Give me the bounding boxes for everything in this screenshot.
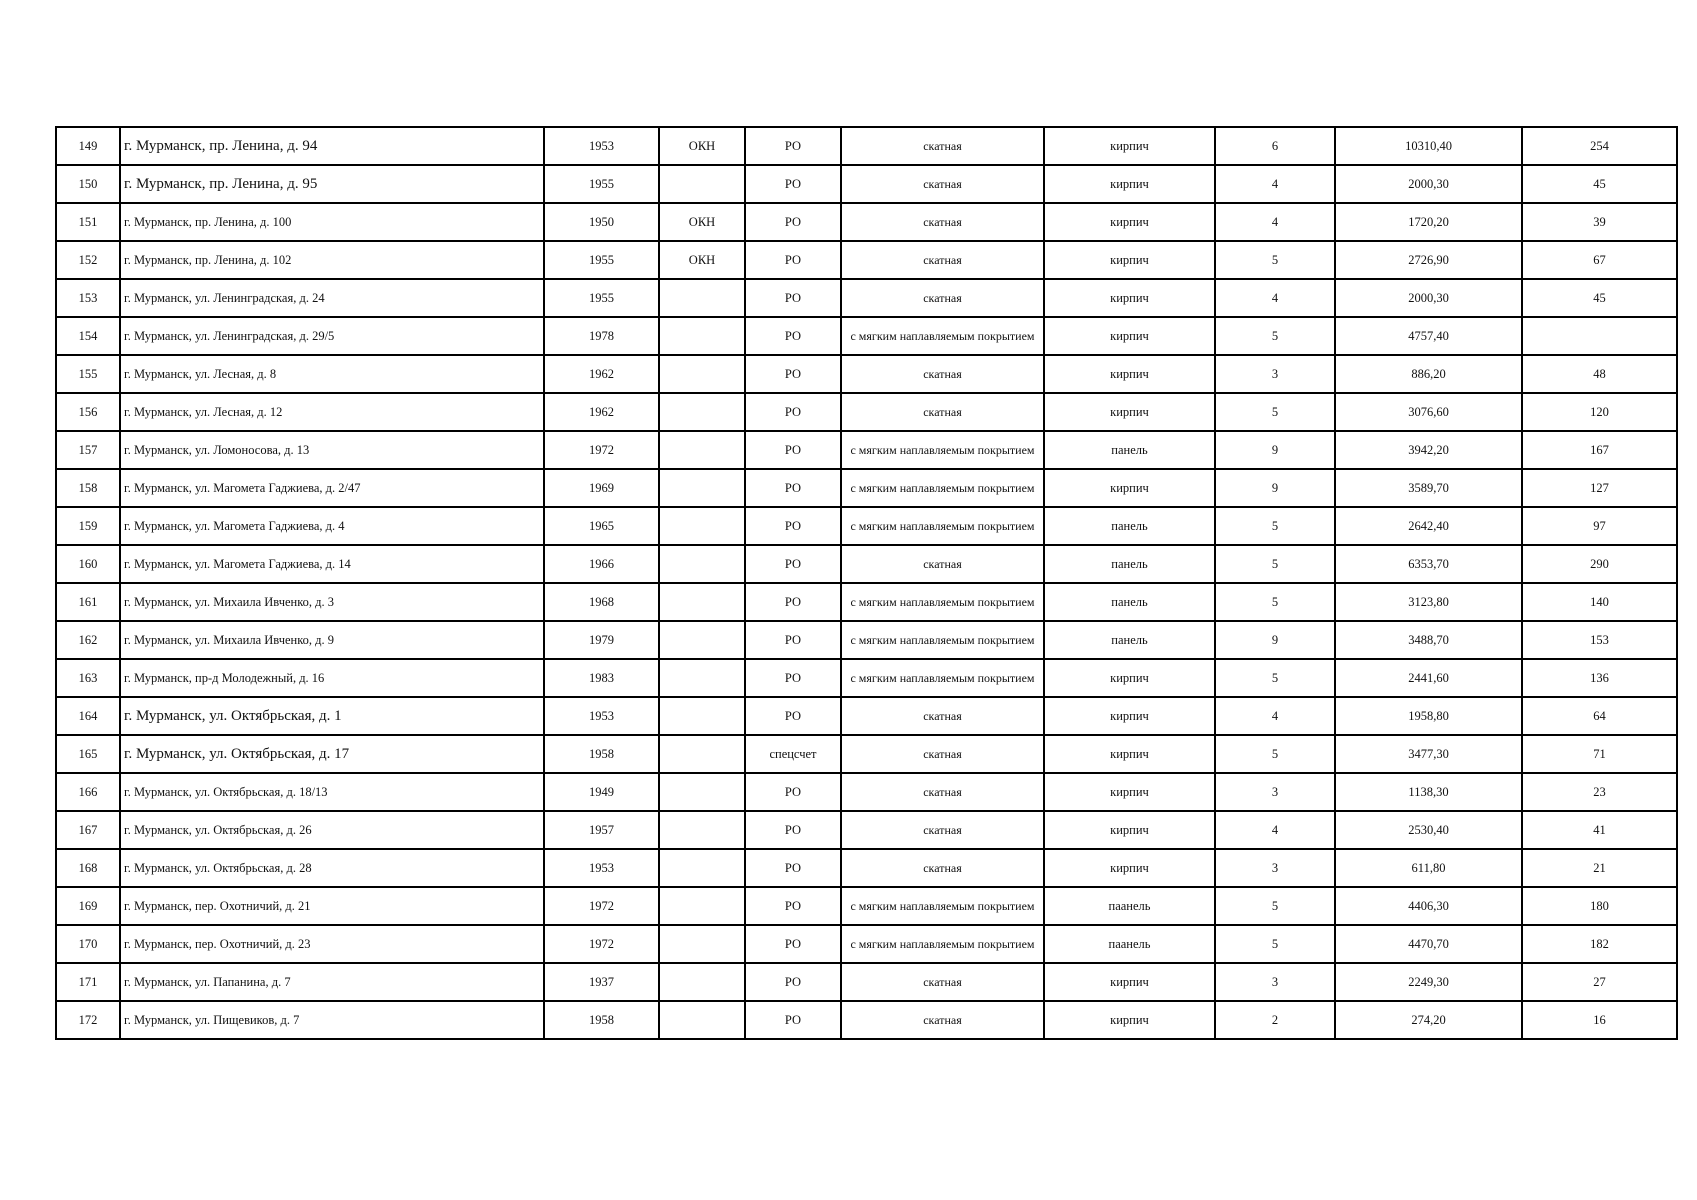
cell-heritage-status xyxy=(659,469,745,507)
cell-roof-type: скатная xyxy=(841,735,1044,773)
cell-floors: 5 xyxy=(1215,393,1335,431)
cell-area: 3488,70 xyxy=(1335,621,1522,659)
cell-year-built: 1953 xyxy=(544,127,659,165)
cell-row-number: 163 xyxy=(56,659,120,697)
cell-area: 6353,70 xyxy=(1335,545,1522,583)
cell-heritage-status: ОКН xyxy=(659,203,745,241)
cell-row-number: 161 xyxy=(56,583,120,621)
cell-year-built: 1983 xyxy=(544,659,659,697)
cell-area: 2000,30 xyxy=(1335,165,1522,203)
cell-heritage-status xyxy=(659,697,745,735)
cell-roof-type: с мягким наплавляемым покрытием xyxy=(841,431,1044,469)
cell-year-built: 1950 xyxy=(544,203,659,241)
table-row xyxy=(56,963,1677,1001)
cell-area: 2642,40 xyxy=(1335,507,1522,545)
cell-year-built: 1958 xyxy=(544,735,659,773)
table-row xyxy=(56,469,1677,507)
cell-roof-type: скатная xyxy=(841,165,1044,203)
cell-residents: 71 xyxy=(1522,735,1677,773)
cell-row-number: 162 xyxy=(56,621,120,659)
cell-row-number: 159 xyxy=(56,507,120,545)
cell-floors: 5 xyxy=(1215,735,1335,773)
cell-year-built: 1966 xyxy=(544,545,659,583)
cell-floors: 9 xyxy=(1215,431,1335,469)
cell-roof-type: скатная xyxy=(841,355,1044,393)
cell-floors: 5 xyxy=(1215,583,1335,621)
cell-residents: 127 xyxy=(1522,469,1677,507)
cell-heritage-status xyxy=(659,963,745,1001)
cell-year-built: 1972 xyxy=(544,925,659,963)
cell-area: 3123,80 xyxy=(1335,583,1522,621)
building-registry-table xyxy=(55,126,1678,1040)
cell-row-number: 156 xyxy=(56,393,120,431)
cell-floors: 6 xyxy=(1215,127,1335,165)
cell-address: г. Мурманск, ул. Октябрьская, д. 1 xyxy=(120,697,544,735)
cell-year-built: 1969 xyxy=(544,469,659,507)
cell-wall-material: кирпич xyxy=(1044,697,1215,735)
cell-address: г. Мурманск, ул. Михаила Ивченко, д. 9 xyxy=(120,621,544,659)
cell-wall-material: кирпич xyxy=(1044,811,1215,849)
cell-row-number: 166 xyxy=(56,773,120,811)
cell-floors: 5 xyxy=(1215,887,1335,925)
cell-wall-material: кирпич xyxy=(1044,735,1215,773)
cell-floors: 5 xyxy=(1215,507,1335,545)
cell-year-built: 1978 xyxy=(544,317,659,355)
cell-roof-type: с мягким наплавляемым покрытием xyxy=(841,583,1044,621)
table-row xyxy=(56,431,1677,469)
table-row xyxy=(56,203,1677,241)
cell-residents: 45 xyxy=(1522,165,1677,203)
cell-residents: 182 xyxy=(1522,925,1677,963)
cell-address: г. Мурманск, ул. Октябрьская, д. 28 xyxy=(120,849,544,887)
cell-area: 4406,30 xyxy=(1335,887,1522,925)
cell-wall-material: кирпич xyxy=(1044,1001,1215,1039)
cell-year-built: 1953 xyxy=(544,849,659,887)
cell-year-built: 1962 xyxy=(544,355,659,393)
cell-address: г. Мурманск, ул. Октябрьская, д. 26 xyxy=(120,811,544,849)
table-row xyxy=(56,1001,1677,1039)
cell-residents: 254 xyxy=(1522,127,1677,165)
cell-residents: 39 xyxy=(1522,203,1677,241)
cell-floors: 5 xyxy=(1215,317,1335,355)
cell-fund-type: РО xyxy=(745,431,841,469)
cell-roof-type: скатная xyxy=(841,203,1044,241)
cell-row-number: 169 xyxy=(56,887,120,925)
cell-row-number: 158 xyxy=(56,469,120,507)
cell-residents: 67 xyxy=(1522,241,1677,279)
cell-floors: 3 xyxy=(1215,355,1335,393)
table-row xyxy=(56,279,1677,317)
cell-roof-type: скатная xyxy=(841,697,1044,735)
table-row xyxy=(56,697,1677,735)
cell-address: г. Мурманск, ул. Михаила Ивченко, д. 3 xyxy=(120,583,544,621)
cell-year-built: 1955 xyxy=(544,279,659,317)
cell-fund-type: РО xyxy=(745,887,841,925)
cell-heritage-status xyxy=(659,735,745,773)
cell-wall-material: кирпич xyxy=(1044,393,1215,431)
cell-address: г. Мурманск, ул. Октябрьская, д. 18/13 xyxy=(120,773,544,811)
cell-floors: 2 xyxy=(1215,1001,1335,1039)
cell-area: 1138,30 xyxy=(1335,773,1522,811)
cell-year-built: 1955 xyxy=(544,165,659,203)
table-row xyxy=(56,773,1677,811)
cell-heritage-status xyxy=(659,849,745,887)
cell-year-built: 1972 xyxy=(544,887,659,925)
cell-fund-type: РО xyxy=(745,925,841,963)
cell-residents: 48 xyxy=(1522,355,1677,393)
cell-floors: 4 xyxy=(1215,165,1335,203)
cell-residents: 41 xyxy=(1522,811,1677,849)
cell-residents: 120 xyxy=(1522,393,1677,431)
cell-address: г. Мурманск, ул. Ленинградская, д. 29/5 xyxy=(120,317,544,355)
cell-area: 3076,60 xyxy=(1335,393,1522,431)
cell-heritage-status xyxy=(659,925,745,963)
cell-area: 10310,40 xyxy=(1335,127,1522,165)
cell-roof-type: скатная xyxy=(841,279,1044,317)
cell-wall-material: панель xyxy=(1044,621,1215,659)
cell-area: 3589,70 xyxy=(1335,469,1522,507)
cell-residents: 136 xyxy=(1522,659,1677,697)
cell-heritage-status xyxy=(659,659,745,697)
cell-residents: 45 xyxy=(1522,279,1677,317)
cell-wall-material: кирпич xyxy=(1044,963,1215,1001)
cell-address: г. Мурманск, ул. Магомета Гаджиева, д. 4 xyxy=(120,507,544,545)
cell-residents: 97 xyxy=(1522,507,1677,545)
cell-wall-material: кирпич xyxy=(1044,469,1215,507)
cell-row-number: 172 xyxy=(56,1001,120,1039)
cell-fund-type: РО xyxy=(745,849,841,887)
cell-row-number: 171 xyxy=(56,963,120,1001)
table-row xyxy=(56,887,1677,925)
table-row xyxy=(56,621,1677,659)
table-row xyxy=(56,735,1677,773)
cell-fund-type: спецсчет xyxy=(745,735,841,773)
cell-heritage-status xyxy=(659,279,745,317)
cell-floors: 9 xyxy=(1215,469,1335,507)
cell-wall-material: кирпич xyxy=(1044,279,1215,317)
table-row xyxy=(56,659,1677,697)
cell-wall-material: паанель xyxy=(1044,925,1215,963)
table-row xyxy=(56,317,1677,355)
cell-roof-type: скатная xyxy=(841,811,1044,849)
cell-floors: 3 xyxy=(1215,849,1335,887)
cell-year-built: 1958 xyxy=(544,1001,659,1039)
cell-fund-type: РО xyxy=(745,583,841,621)
cell-wall-material: кирпич xyxy=(1044,773,1215,811)
cell-heritage-status xyxy=(659,431,745,469)
table-row xyxy=(56,127,1677,165)
table-row xyxy=(56,355,1677,393)
cell-area: 2726,90 xyxy=(1335,241,1522,279)
cell-address: г. Мурманск, пр. Ленина, д. 95 xyxy=(120,165,544,203)
cell-roof-type: с мягким наплавляемым покрытием xyxy=(841,469,1044,507)
cell-area: 611,80 xyxy=(1335,849,1522,887)
cell-row-number: 160 xyxy=(56,545,120,583)
table-row xyxy=(56,849,1677,887)
cell-floors: 4 xyxy=(1215,811,1335,849)
cell-fund-type: РО xyxy=(745,203,841,241)
cell-floors: 5 xyxy=(1215,241,1335,279)
cell-wall-material: панель xyxy=(1044,545,1215,583)
cell-area: 3942,20 xyxy=(1335,431,1522,469)
cell-area: 1720,20 xyxy=(1335,203,1522,241)
cell-fund-type: РО xyxy=(745,811,841,849)
cell-wall-material: панель xyxy=(1044,583,1215,621)
table-row xyxy=(56,507,1677,545)
document-page xyxy=(55,126,1678,1040)
cell-heritage-status xyxy=(659,583,745,621)
cell-address: г. Мурманск, ул. Пищевиков, д. 7 xyxy=(120,1001,544,1039)
cell-address: г. Мурманск, ул. Ленинградская, д. 24 xyxy=(120,279,544,317)
cell-address: г. Мурманск, пр. Ленина, д. 100 xyxy=(120,203,544,241)
cell-area: 886,20 xyxy=(1335,355,1522,393)
cell-address: г. Мурманск, пр. Ленина, д. 102 xyxy=(120,241,544,279)
cell-year-built: 1962 xyxy=(544,393,659,431)
cell-area: 4757,40 xyxy=(1335,317,1522,355)
cell-roof-type: скатная xyxy=(841,1001,1044,1039)
cell-residents: 64 xyxy=(1522,697,1677,735)
cell-row-number: 164 xyxy=(56,697,120,735)
cell-floors: 4 xyxy=(1215,279,1335,317)
cell-wall-material: панель xyxy=(1044,431,1215,469)
cell-roof-type: с мягким наплавляемым покрытием xyxy=(841,887,1044,925)
cell-address: г. Мурманск, ул. Магомета Гаджиева, д. 14 xyxy=(120,545,544,583)
cell-wall-material: кирпич xyxy=(1044,355,1215,393)
cell-row-number: 151 xyxy=(56,203,120,241)
cell-area: 2530,40 xyxy=(1335,811,1522,849)
cell-row-number: 154 xyxy=(56,317,120,355)
cell-heritage-status: ОКН xyxy=(659,241,745,279)
cell-fund-type: РО xyxy=(745,241,841,279)
cell-roof-type: скатная xyxy=(841,545,1044,583)
cell-heritage-status: ОКН xyxy=(659,127,745,165)
cell-address: г. Мурманск, ул. Магомета Гаджиева, д. 2/47 xyxy=(120,469,544,507)
cell-address: г. Мурманск, ул. Лесная, д. 12 xyxy=(120,393,544,431)
cell-fund-type: РО xyxy=(745,507,841,545)
table-row xyxy=(56,393,1677,431)
cell-year-built: 1965 xyxy=(544,507,659,545)
cell-fund-type: РО xyxy=(745,773,841,811)
cell-year-built: 1949 xyxy=(544,773,659,811)
cell-residents: 180 xyxy=(1522,887,1677,925)
table-row xyxy=(56,241,1677,279)
cell-roof-type: с мягким наплавляемым покрытием xyxy=(841,507,1044,545)
cell-fund-type: РО xyxy=(745,1001,841,1039)
cell-floors: 4 xyxy=(1215,697,1335,735)
cell-fund-type: РО xyxy=(745,545,841,583)
cell-fund-type: РО xyxy=(745,621,841,659)
cell-residents: 27 xyxy=(1522,963,1677,1001)
cell-residents: 140 xyxy=(1522,583,1677,621)
cell-heritage-status xyxy=(659,507,745,545)
cell-roof-type: с мягким наплавляемым покрытием xyxy=(841,621,1044,659)
cell-heritage-status xyxy=(659,165,745,203)
cell-fund-type: РО xyxy=(745,469,841,507)
cell-heritage-status xyxy=(659,317,745,355)
cell-fund-type: РО xyxy=(745,317,841,355)
cell-heritage-status xyxy=(659,355,745,393)
cell-wall-material: кирпич xyxy=(1044,165,1215,203)
cell-address: г. Мурманск, ул. Папанина, д. 7 xyxy=(120,963,544,1001)
cell-heritage-status xyxy=(659,887,745,925)
cell-area: 2249,30 xyxy=(1335,963,1522,1001)
cell-residents: 290 xyxy=(1522,545,1677,583)
cell-row-number: 168 xyxy=(56,849,120,887)
cell-floors: 9 xyxy=(1215,621,1335,659)
cell-year-built: 1968 xyxy=(544,583,659,621)
cell-area: 2441,60 xyxy=(1335,659,1522,697)
cell-row-number: 165 xyxy=(56,735,120,773)
cell-row-number: 150 xyxy=(56,165,120,203)
cell-floors: 3 xyxy=(1215,963,1335,1001)
cell-year-built: 1957 xyxy=(544,811,659,849)
cell-residents xyxy=(1522,317,1677,355)
cell-roof-type: скатная xyxy=(841,241,1044,279)
cell-row-number: 155 xyxy=(56,355,120,393)
cell-row-number: 167 xyxy=(56,811,120,849)
cell-area: 274,20 xyxy=(1335,1001,1522,1039)
cell-wall-material: панель xyxy=(1044,507,1215,545)
cell-floors: 5 xyxy=(1215,545,1335,583)
table-row xyxy=(56,583,1677,621)
cell-floors: 5 xyxy=(1215,659,1335,697)
cell-wall-material: кирпич xyxy=(1044,659,1215,697)
cell-year-built: 1953 xyxy=(544,697,659,735)
cell-wall-material: кирпич xyxy=(1044,241,1215,279)
cell-heritage-status xyxy=(659,773,745,811)
cell-row-number: 153 xyxy=(56,279,120,317)
cell-roof-type: с мягким наплавляемым покрытием xyxy=(841,317,1044,355)
cell-area: 1958,80 xyxy=(1335,697,1522,735)
cell-row-number: 170 xyxy=(56,925,120,963)
cell-roof-type: скатная xyxy=(841,849,1044,887)
cell-wall-material: кирпич xyxy=(1044,127,1215,165)
cell-address: г. Мурманск, ул. Лесная, д. 8 xyxy=(120,355,544,393)
cell-year-built: 1955 xyxy=(544,241,659,279)
cell-wall-material: кирпич xyxy=(1044,203,1215,241)
table-row xyxy=(56,925,1677,963)
cell-fund-type: РО xyxy=(745,355,841,393)
cell-year-built: 1937 xyxy=(544,963,659,1001)
cell-fund-type: РО xyxy=(745,393,841,431)
cell-address: г. Мурманск, пер. Охотничий, д. 23 xyxy=(120,925,544,963)
cell-row-number: 149 xyxy=(56,127,120,165)
cell-heritage-status xyxy=(659,811,745,849)
cell-residents: 16 xyxy=(1522,1001,1677,1039)
cell-wall-material: кирпич xyxy=(1044,849,1215,887)
cell-heritage-status xyxy=(659,393,745,431)
cell-residents: 23 xyxy=(1522,773,1677,811)
cell-fund-type: РО xyxy=(745,127,841,165)
table-row xyxy=(56,545,1677,583)
cell-address: г. Мурманск, пр-д Молодежный, д. 16 xyxy=(120,659,544,697)
cell-roof-type: скатная xyxy=(841,963,1044,1001)
cell-fund-type: РО xyxy=(745,165,841,203)
cell-fund-type: РО xyxy=(745,697,841,735)
cell-fund-type: РО xyxy=(745,659,841,697)
cell-roof-type: скатная xyxy=(841,393,1044,431)
cell-fund-type: РО xyxy=(745,279,841,317)
cell-area: 4470,70 xyxy=(1335,925,1522,963)
cell-roof-type: скатная xyxy=(841,127,1044,165)
cell-residents: 153 xyxy=(1522,621,1677,659)
cell-fund-type: РО xyxy=(745,963,841,1001)
cell-wall-material: паанель xyxy=(1044,887,1215,925)
cell-roof-type: с мягким наплавляемым покрытием xyxy=(841,925,1044,963)
cell-residents: 167 xyxy=(1522,431,1677,469)
cell-floors: 3 xyxy=(1215,773,1335,811)
cell-heritage-status xyxy=(659,1001,745,1039)
table-body xyxy=(56,127,1677,1039)
cell-heritage-status xyxy=(659,621,745,659)
cell-row-number: 157 xyxy=(56,431,120,469)
cell-wall-material: кирпич xyxy=(1044,317,1215,355)
cell-address: г. Мурманск, ул. Ломоносова, д. 13 xyxy=(120,431,544,469)
table-row xyxy=(56,811,1677,849)
cell-roof-type: скатная xyxy=(841,773,1044,811)
cell-address: г. Мурманск, пер. Охотничий, д. 21 xyxy=(120,887,544,925)
cell-heritage-status xyxy=(659,545,745,583)
cell-floors: 4 xyxy=(1215,203,1335,241)
cell-year-built: 1972 xyxy=(544,431,659,469)
cell-floors: 5 xyxy=(1215,925,1335,963)
cell-row-number: 152 xyxy=(56,241,120,279)
cell-roof-type: с мягким наплавляемым покрытием xyxy=(841,659,1044,697)
cell-address: г. Мурманск, ул. Октябрьская, д. 17 xyxy=(120,735,544,773)
cell-area: 2000,30 xyxy=(1335,279,1522,317)
cell-year-built: 1979 xyxy=(544,621,659,659)
table-row xyxy=(56,165,1677,203)
cell-residents: 21 xyxy=(1522,849,1677,887)
cell-address: г. Мурманск, пр. Ленина, д. 94 xyxy=(120,127,544,165)
cell-area: 3477,30 xyxy=(1335,735,1522,773)
